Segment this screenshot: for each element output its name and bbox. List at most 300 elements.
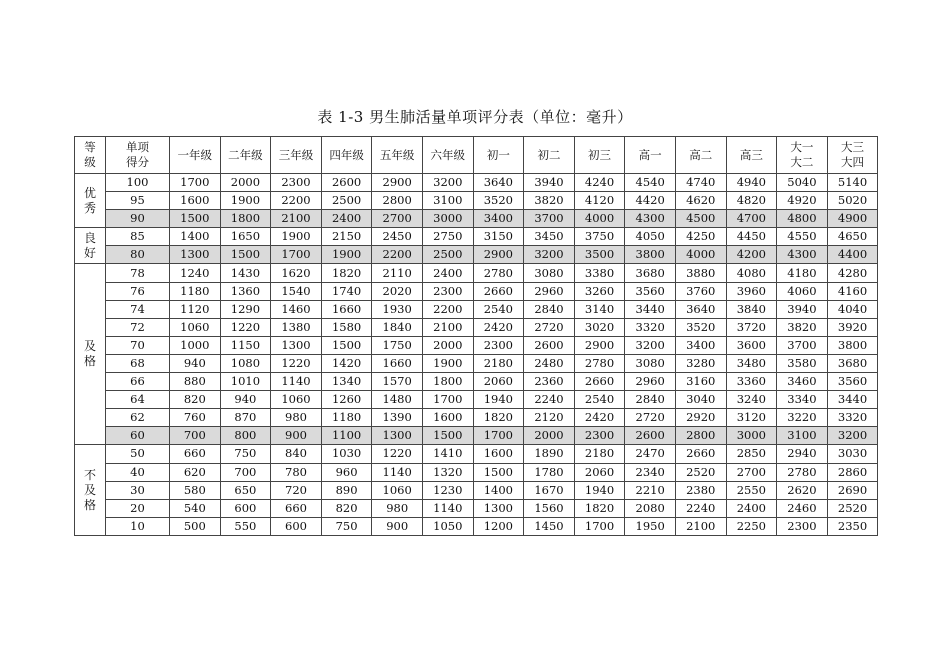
value-cell: 1220 <box>271 354 322 372</box>
value-cell: 2240 <box>675 499 726 517</box>
value-cell: 2500 <box>422 246 473 264</box>
table-row <box>75 192 878 210</box>
value-cell: 2180 <box>574 445 625 463</box>
value-cell: 3460 <box>777 373 828 391</box>
grade-label-char: 优 <box>83 185 96 200</box>
value-cell: 3400 <box>675 336 726 354</box>
value-cell: 1930 <box>372 300 423 318</box>
value-cell: 1700 <box>271 246 322 264</box>
value-cell: 4060 <box>777 282 828 300</box>
value-cell: 2800 <box>675 427 726 445</box>
value-cell: 4800 <box>777 210 828 228</box>
value-cell: 3880 <box>675 264 726 282</box>
grade-label-char: 及 <box>83 339 96 354</box>
value-cell: 870 <box>220 409 271 427</box>
value-cell: 2900 <box>574 336 625 354</box>
value-cell: 3480 <box>726 354 777 372</box>
value-cell: 1300 <box>372 427 423 445</box>
value-cell: 1600 <box>473 445 524 463</box>
header-column-label: 五年级 <box>379 147 415 162</box>
value-cell: 2120 <box>524 409 575 427</box>
value-cell: 4620 <box>675 192 726 210</box>
value-cell: 720 <box>271 481 322 499</box>
value-cell: 2100 <box>422 318 473 336</box>
value-cell: 2540 <box>574 391 625 409</box>
header-column-label: 四年级 <box>329 147 364 162</box>
value-cell: 3750 <box>574 228 625 246</box>
value-cell: 1450 <box>524 517 575 535</box>
header-column <box>524 137 575 174</box>
value-cell: 3200 <box>827 427 878 445</box>
header-column-label: 六年级 <box>430 147 466 162</box>
value-cell: 1000 <box>170 336 221 354</box>
value-cell: 3200 <box>625 336 676 354</box>
value-cell: 4550 <box>777 228 828 246</box>
value-cell: 1180 <box>170 282 221 300</box>
value-cell: 4040 <box>827 300 878 318</box>
value-cell: 1620 <box>271 264 322 282</box>
value-cell: 1670 <box>524 481 575 499</box>
value-cell: 1750 <box>372 336 423 354</box>
value-cell: 2300 <box>422 282 473 300</box>
value-cell: 2200 <box>372 246 423 264</box>
value-cell: 2520 <box>675 463 726 481</box>
score-cell: 62 <box>106 409 170 427</box>
value-cell: 4050 <box>625 228 676 246</box>
score-cell: 85 <box>106 228 170 246</box>
value-cell: 2200 <box>422 300 473 318</box>
value-cell: 4900 <box>827 210 878 228</box>
table-row <box>75 336 878 354</box>
value-cell: 2600 <box>321 174 372 192</box>
value-cell: 1100 <box>321 427 372 445</box>
grade-label-char: 良 <box>83 230 96 245</box>
value-cell: 3030 <box>827 445 878 463</box>
value-cell: 820 <box>170 391 221 409</box>
value-cell: 2380 <box>675 481 726 499</box>
score-cell: 76 <box>106 282 170 300</box>
value-cell: 3680 <box>827 354 878 372</box>
value-cell: 1950 <box>625 517 676 535</box>
value-cell: 3560 <box>827 373 878 391</box>
score-cell: 50 <box>106 445 170 463</box>
value-cell: 1060 <box>170 318 221 336</box>
score-cell: 78 <box>106 264 170 282</box>
value-cell: 2080 <box>625 499 676 517</box>
value-cell: 3080 <box>524 264 575 282</box>
value-cell: 3560 <box>625 282 676 300</box>
grade-label-char: 不 <box>83 467 96 482</box>
value-cell: 4400 <box>827 246 878 264</box>
value-cell: 3760 <box>675 282 726 300</box>
value-cell: 2700 <box>372 210 423 228</box>
header-column <box>574 137 625 174</box>
value-cell: 1390 <box>372 409 423 427</box>
value-cell: 1320 <box>422 463 473 481</box>
value-cell: 700 <box>170 427 221 445</box>
value-cell: 1460 <box>271 300 322 318</box>
table-title: 表 1-3 男生肺活量单项评分表（单位：毫升） <box>317 108 633 126</box>
header-column <box>726 137 777 174</box>
header-column-label: 大三 <box>841 140 865 154</box>
header-column <box>321 137 372 174</box>
grade-label-cell <box>75 228 106 264</box>
value-cell: 3000 <box>726 427 777 445</box>
value-cell: 4240 <box>574 174 625 192</box>
value-cell: 1180 <box>321 409 372 427</box>
value-cell: 3700 <box>524 210 575 228</box>
value-cell: 3820 <box>777 318 828 336</box>
value-cell: 2500 <box>321 192 372 210</box>
value-cell: 1820 <box>574 499 625 517</box>
value-cell: 1380 <box>271 318 322 336</box>
score-cell: 10 <box>106 517 170 535</box>
value-cell: 3940 <box>777 300 828 318</box>
value-cell: 4420 <box>625 192 676 210</box>
value-cell: 4300 <box>625 210 676 228</box>
value-cell: 1940 <box>473 391 524 409</box>
value-cell: 3260 <box>574 282 625 300</box>
value-cell: 2750 <box>422 228 473 246</box>
value-cell: 1600 <box>170 192 221 210</box>
value-cell: 2100 <box>271 210 322 228</box>
header-score-line-1: 单项 <box>126 140 149 154</box>
table-row <box>75 409 878 427</box>
value-cell: 780 <box>271 463 322 481</box>
value-cell: 1030 <box>321 445 372 463</box>
score-cell: 74 <box>106 300 170 318</box>
header-column <box>625 137 676 174</box>
value-cell: 2540 <box>473 300 524 318</box>
value-cell: 1500 <box>220 246 271 264</box>
header-column-label: 初二 <box>537 147 561 162</box>
table-row <box>75 174 878 192</box>
table-row <box>75 318 878 336</box>
value-cell: 1700 <box>170 174 221 192</box>
value-cell: 1230 <box>422 481 473 499</box>
table-row <box>75 445 878 463</box>
value-cell: 750 <box>321 517 372 535</box>
value-cell: 1700 <box>473 427 524 445</box>
value-cell: 3720 <box>726 318 777 336</box>
value-cell: 1890 <box>524 445 575 463</box>
header-column <box>170 137 221 174</box>
value-cell: 3100 <box>422 192 473 210</box>
value-cell: 2600 <box>625 427 676 445</box>
score-cell: 68 <box>106 354 170 372</box>
value-cell: 880 <box>170 373 221 391</box>
value-cell: 1150 <box>220 336 271 354</box>
value-cell: 1780 <box>524 463 575 481</box>
value-cell: 2840 <box>524 300 575 318</box>
value-cell: 1220 <box>220 318 271 336</box>
header-column-label: 高二 <box>689 147 713 162</box>
value-cell: 3600 <box>726 336 777 354</box>
table-row <box>75 517 878 535</box>
value-cell: 3440 <box>625 300 676 318</box>
value-cell: 4450 <box>726 228 777 246</box>
value-cell: 4280 <box>827 264 878 282</box>
value-cell: 3520 <box>675 318 726 336</box>
value-cell: 3020 <box>574 318 625 336</box>
table-row <box>75 427 878 445</box>
value-cell: 2620 <box>777 481 828 499</box>
value-cell: 2250 <box>726 517 777 535</box>
header-grade-line-1: 等 <box>84 140 96 154</box>
score-cell: 72 <box>106 318 170 336</box>
value-cell: 1570 <box>372 373 423 391</box>
value-cell: 660 <box>271 499 322 517</box>
value-cell: 4920 <box>777 192 828 210</box>
table-body <box>75 174 878 536</box>
value-cell: 2520 <box>827 499 878 517</box>
value-cell: 1410 <box>422 445 473 463</box>
value-cell: 3160 <box>675 373 726 391</box>
value-cell: 2100 <box>675 517 726 535</box>
value-cell: 1900 <box>321 246 372 264</box>
value-cell: 2800 <box>372 192 423 210</box>
header-grade <box>75 137 106 174</box>
value-cell: 700 <box>220 463 271 481</box>
value-cell: 1940 <box>574 481 625 499</box>
value-cell: 600 <box>220 499 271 517</box>
value-cell: 2240 <box>524 391 575 409</box>
value-cell: 3000 <box>422 210 473 228</box>
value-cell: 1800 <box>220 210 271 228</box>
value-cell: 4300 <box>777 246 828 264</box>
value-cell: 2200 <box>271 192 322 210</box>
value-cell: 3920 <box>827 318 878 336</box>
value-cell: 550 <box>220 517 271 535</box>
grade-label-char: 好 <box>83 245 96 260</box>
value-cell: 1560 <box>524 499 575 517</box>
grade-label-char: 及 <box>83 482 96 497</box>
value-cell: 5020 <box>827 192 878 210</box>
value-cell: 3140 <box>574 300 625 318</box>
score-cell: 70 <box>106 336 170 354</box>
value-cell: 1290 <box>220 300 271 318</box>
value-cell: 3640 <box>473 174 524 192</box>
value-cell: 1900 <box>271 228 322 246</box>
header-column-label: 二年级 <box>228 147 263 162</box>
header-column <box>422 137 473 174</box>
value-cell: 1360 <box>220 282 271 300</box>
value-cell: 1740 <box>321 282 372 300</box>
value-cell: 620 <box>170 463 221 481</box>
header-grade-line-2: 级 <box>84 155 96 169</box>
value-cell: 4080 <box>726 264 777 282</box>
value-cell: 2720 <box>524 318 575 336</box>
value-cell: 1400 <box>473 481 524 499</box>
score-cell: 60 <box>106 427 170 445</box>
header-column-label: 高三 <box>739 147 763 162</box>
value-cell: 1500 <box>321 336 372 354</box>
value-cell: 2300 <box>271 174 322 192</box>
value-cell: 3640 <box>675 300 726 318</box>
value-cell: 1140 <box>271 373 322 391</box>
score-cell: 40 <box>106 463 170 481</box>
value-cell: 3800 <box>827 336 878 354</box>
value-cell: 2180 <box>473 354 524 372</box>
value-cell: 4500 <box>675 210 726 228</box>
header-column-label: 高一 <box>638 147 662 162</box>
score-cell: 30 <box>106 481 170 499</box>
value-cell: 3440 <box>827 391 878 409</box>
value-cell: 600 <box>271 517 322 535</box>
table-row <box>75 264 878 282</box>
table-row <box>75 481 878 499</box>
value-cell: 1540 <box>271 282 322 300</box>
value-cell: 960 <box>321 463 372 481</box>
value-cell: 1300 <box>473 499 524 517</box>
value-cell: 2700 <box>726 463 777 481</box>
value-cell: 1200 <box>473 517 524 535</box>
header-score-line-2: 得分 <box>126 155 149 169</box>
header-column-label: 三年级 <box>278 147 314 162</box>
value-cell: 1500 <box>422 427 473 445</box>
table-row <box>75 373 878 391</box>
value-cell: 940 <box>220 391 271 409</box>
value-cell: 1430 <box>220 264 271 282</box>
value-cell: 3520 <box>473 192 524 210</box>
header-column <box>777 137 828 174</box>
value-cell: 3240 <box>726 391 777 409</box>
value-cell: 3400 <box>473 210 524 228</box>
table-row <box>75 246 878 264</box>
value-cell: 3200 <box>422 174 473 192</box>
value-cell: 1600 <box>422 409 473 427</box>
value-cell: 3320 <box>827 409 878 427</box>
value-cell: 2900 <box>473 246 524 264</box>
score-cell: 64 <box>106 391 170 409</box>
value-cell: 3580 <box>777 354 828 372</box>
table-row <box>75 210 878 228</box>
value-cell: 4940 <box>726 174 777 192</box>
value-cell: 1480 <box>372 391 423 409</box>
header-column <box>827 137 878 174</box>
score-cell: 80 <box>106 246 170 264</box>
value-cell: 650 <box>220 481 271 499</box>
value-cell: 2960 <box>625 373 676 391</box>
value-cell: 3820 <box>524 192 575 210</box>
header-column-label: 大四 <box>841 155 865 169</box>
grade-label-cell <box>75 264 106 445</box>
value-cell: 1700 <box>422 391 473 409</box>
value-cell: 3040 <box>675 391 726 409</box>
value-cell: 3940 <box>524 174 575 192</box>
value-cell: 4540 <box>625 174 676 192</box>
value-cell: 3960 <box>726 282 777 300</box>
value-cell: 3700 <box>777 336 828 354</box>
value-cell: 2780 <box>777 463 828 481</box>
grade-label-char: 秀 <box>83 200 96 215</box>
value-cell: 3450 <box>524 228 575 246</box>
value-cell: 1400 <box>170 228 221 246</box>
value-cell: 2400 <box>726 499 777 517</box>
value-cell: 2110 <box>372 264 423 282</box>
value-cell: 2300 <box>473 336 524 354</box>
value-cell: 890 <box>321 481 372 499</box>
value-cell: 980 <box>372 499 423 517</box>
table-row <box>75 228 878 246</box>
value-cell: 3220 <box>777 409 828 427</box>
value-cell: 3150 <box>473 228 524 246</box>
table-row <box>75 282 878 300</box>
header-score <box>106 137 170 174</box>
header-column-label: 初三 <box>588 147 612 162</box>
value-cell: 2400 <box>321 210 372 228</box>
value-cell: 3320 <box>625 318 676 336</box>
value-cell: 1800 <box>422 373 473 391</box>
table-row <box>75 391 878 409</box>
value-cell: 1820 <box>473 409 524 427</box>
value-cell: 2450 <box>372 228 423 246</box>
value-cell: 2360 <box>524 373 575 391</box>
value-cell: 900 <box>372 517 423 535</box>
header-column <box>372 137 423 174</box>
value-cell: 4160 <box>827 282 878 300</box>
value-cell: 4000 <box>574 210 625 228</box>
value-cell: 1140 <box>422 499 473 517</box>
value-cell: 2000 <box>422 336 473 354</box>
value-cell: 4000 <box>675 246 726 264</box>
value-cell: 1060 <box>372 481 423 499</box>
value-cell: 2300 <box>777 517 828 535</box>
value-cell: 3680 <box>625 264 676 282</box>
value-cell: 2420 <box>473 318 524 336</box>
value-cell: 900 <box>271 427 322 445</box>
value-cell: 820 <box>321 499 372 517</box>
value-cell: 2860 <box>827 463 878 481</box>
value-cell: 2000 <box>524 427 575 445</box>
header-row <box>75 137 878 174</box>
value-cell: 2920 <box>675 409 726 427</box>
value-cell: 2060 <box>574 463 625 481</box>
value-cell: 1260 <box>321 391 372 409</box>
value-cell: 3080 <box>625 354 676 372</box>
score-cell: 90 <box>106 210 170 228</box>
value-cell: 4120 <box>574 192 625 210</box>
value-cell: 2000 <box>220 174 271 192</box>
value-cell: 750 <box>220 445 271 463</box>
value-cell: 2300 <box>574 427 625 445</box>
value-cell: 1140 <box>372 463 423 481</box>
value-cell: 1840 <box>372 318 423 336</box>
value-cell: 1660 <box>372 354 423 372</box>
header-column-label: 初一 <box>486 147 510 162</box>
grade-label-cell <box>75 174 106 228</box>
table-header <box>75 137 878 174</box>
value-cell: 1300 <box>170 246 221 264</box>
value-cell: 1050 <box>422 517 473 535</box>
value-cell: 3500 <box>574 246 625 264</box>
value-cell: 1300 <box>271 336 322 354</box>
header-column-label: 大一 <box>790 140 814 154</box>
table-row <box>75 463 878 481</box>
value-cell: 2470 <box>625 445 676 463</box>
value-cell: 2960 <box>524 282 575 300</box>
value-cell: 2460 <box>777 499 828 517</box>
value-cell: 2900 <box>372 174 423 192</box>
value-cell: 5040 <box>777 174 828 192</box>
table-row <box>75 499 878 517</box>
value-cell: 1900 <box>422 354 473 372</box>
value-cell: 1820 <box>321 264 372 282</box>
header-column <box>271 137 322 174</box>
value-cell: 2150 <box>321 228 372 246</box>
value-cell: 2660 <box>675 445 726 463</box>
value-cell: 3120 <box>726 409 777 427</box>
